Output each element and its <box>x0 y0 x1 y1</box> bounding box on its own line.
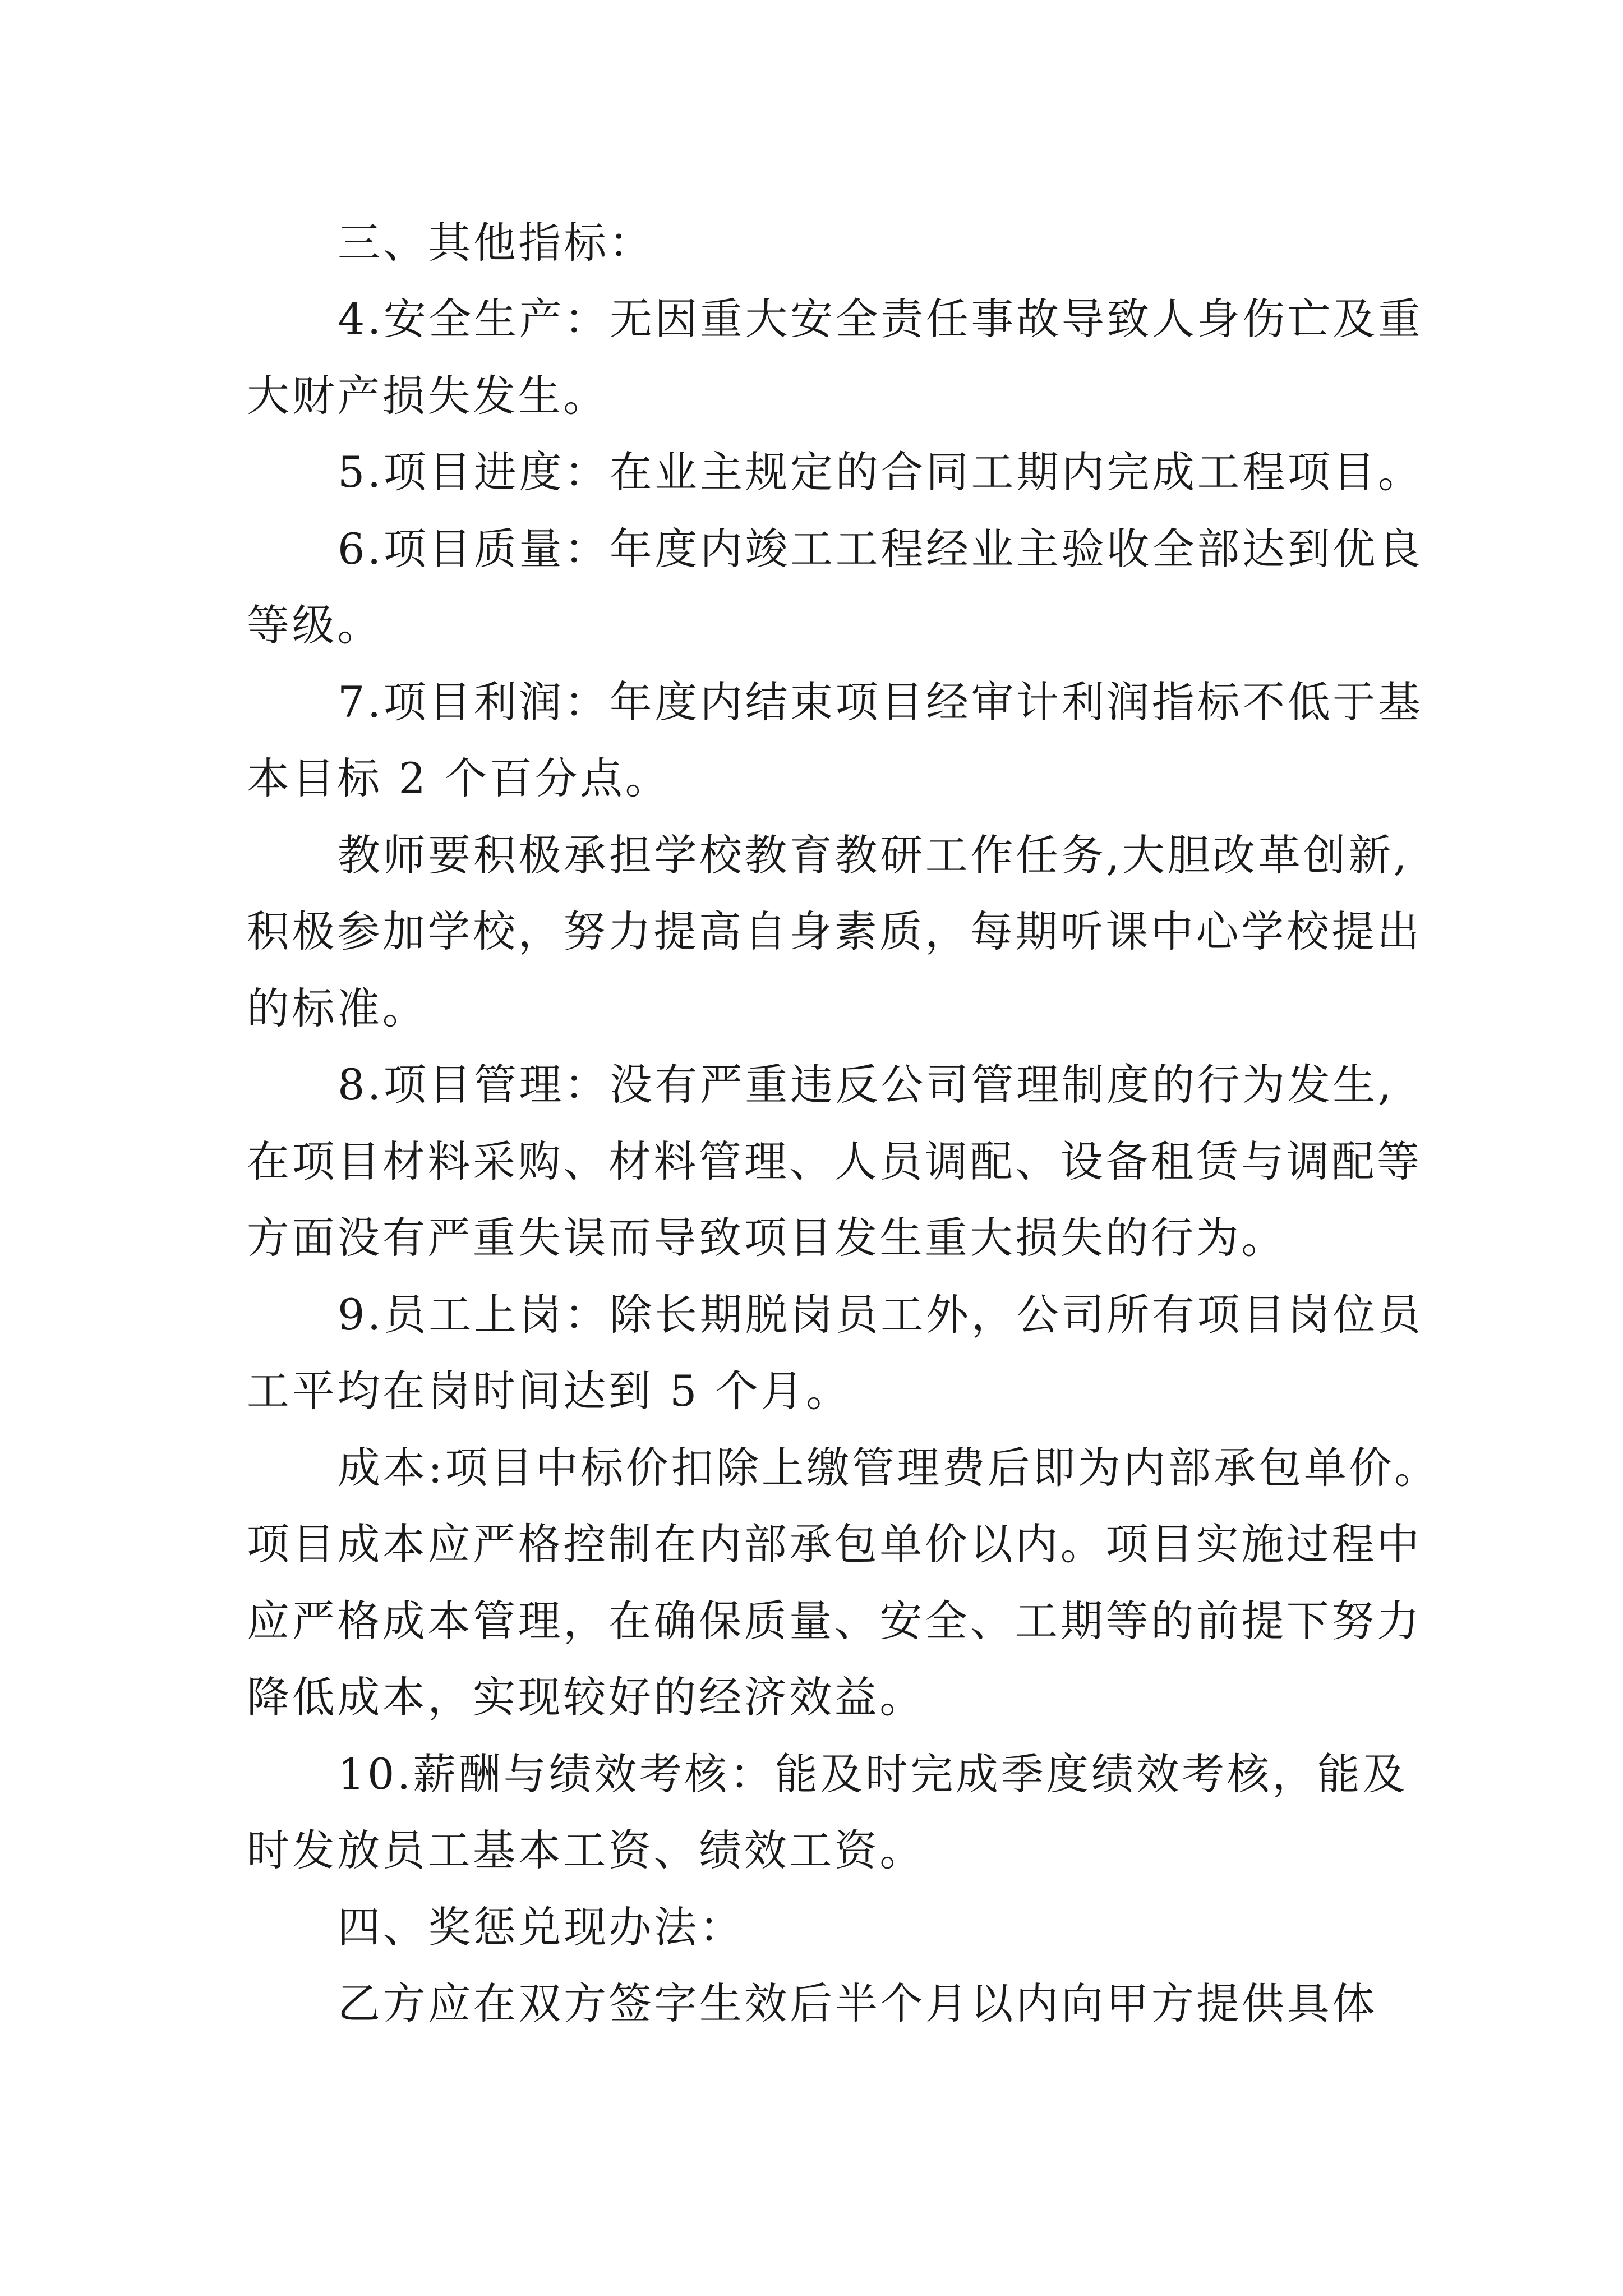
item-6-quality-line-2: 等级。 <box>247 600 382 650</box>
item-9-staffing-line-1: 9.员工上岗：除长期脱岗员工外，公司所有项目岗位员 <box>338 1290 1423 1340</box>
item-8-management-line-3: 方面没有严重失误而导致项目发生重大损失的行为。 <box>247 1213 1287 1263</box>
item-7-profit-line-1: 7.项目利润：年度内结束项目经审计利润指标不低于基 <box>338 677 1423 727</box>
teacher-paragraph-line-2: 积极参加学校，努力提高自身素质，每期听课中心学校提出 <box>247 907 1422 956</box>
item-8-management-line-1: 8.项目管理：没有严重违反公司管理制度的行为发生, <box>338 1060 1394 1110</box>
teacher-paragraph-line-1: 教师要积极承担学校教育教研工作任务,大胆改革创新, <box>338 830 1410 880</box>
item-4-safety-line-2: 大财产损失发生。 <box>247 371 608 421</box>
item-7-profit-line-2: 本目标 2 个百分点。 <box>247 753 671 803</box>
cost-paragraph-line-2: 项目成本应严格控制在内部承包单价以内。项目实施过程中 <box>247 1519 1422 1569</box>
item-9-staffing-line-2: 工平均在岗时间达到 5 个月。 <box>247 1366 851 1416</box>
teacher-paragraph-line-3: 的标准。 <box>247 983 428 1033</box>
cost-paragraph-line-3: 应严格成本管理，在确保质量、安全、工期等的前提下努力 <box>247 1596 1422 1646</box>
item-4-safety-line-1: 4.安全生产：无因重大安全责任事故导致人身伤亡及重 <box>338 294 1423 344</box>
item-10-salary-line-2: 时发放员工基本工资、绩效工资。 <box>247 1825 925 1875</box>
party-b-paragraph-line-1: 乙方应在双方签字生效后半个月以内向甲方提供具体 <box>338 1978 1377 2028</box>
cost-paragraph-line-4: 降低成本，实现较好的经济效益。 <box>247 1672 925 1722</box>
item-6-quality-line-1: 6.项目质量：年度内竣工工程经业主验收全部达到优良 <box>338 524 1423 574</box>
section-heading-rewards: 四、奖惩兑现办法： <box>338 1902 745 1952</box>
cost-paragraph-line-1: 成本:项目中标价扣除上缴管理费后即为内部承包单价。 <box>338 1443 1440 1493</box>
item-10-salary-line-1: 10.薪酬与绩效考核：能及时完成季度绩效考核，能及 <box>338 1749 1408 1799</box>
item-5-progress-line: 5.项目进度：在业主规定的合同工期内完成工程项目。 <box>338 447 1423 497</box>
item-8-management-line-2: 在项目材料采购、材料管理、人员调配、设备租赁与调配等 <box>247 1137 1422 1186</box>
section-heading-other-indicators: 三、其他指标： <box>338 218 654 268</box>
